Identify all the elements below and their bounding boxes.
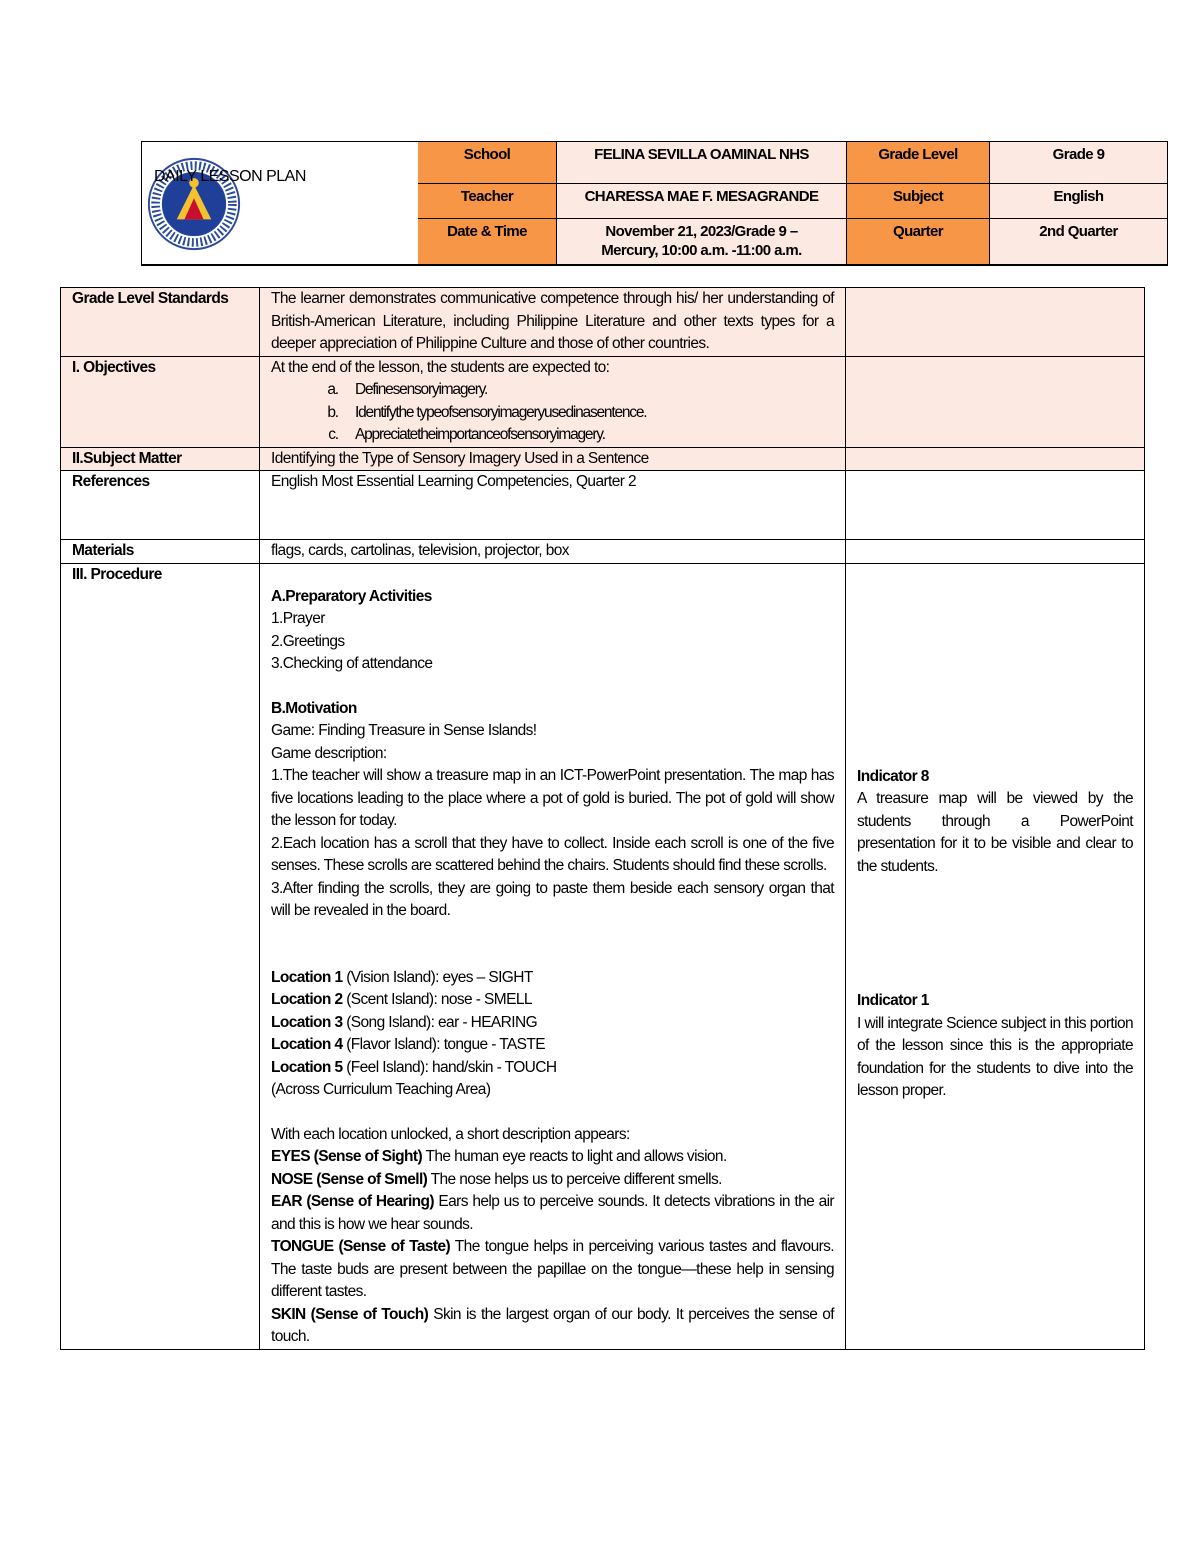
logo-cell (142, 142, 419, 264)
sense-item (271, 1146, 834, 1169)
location-text: (Feel Island): hand/skin - TOUCH (342, 1058, 557, 1076)
game-step-2: 2.Each location has a scroll that they have to collect. Inside each scroll is one of the five senses. These scrolls are scattered behind the chairs. Students should find these scrolls. (271, 834, 834, 874)
references-text: English Most Essential Learning Competencies, Quarter 2 (260, 471, 846, 540)
location-text: (Song Island): ear - HEARING (342, 1013, 538, 1031)
objective-item: a. Definesensoryimagery. (341, 379, 834, 402)
game-step-1: 1.The teacher will show a treasure map in an ICT-PowerPoint presentation. The map has five locations leading to the place where a pot of gold is buried. The pot of gold will show the lesson for today. (271, 767, 834, 829)
sense-text: The tongue helps in perceiving various tastes and flavours. The taste buds are present between the papillae on the tongue—these help in sensing different tastes. (271, 1238, 835, 1300)
lesson-plan-table (60, 287, 1145, 1350)
location-label: Location 5 (271, 1058, 343, 1076)
location-item (271, 989, 834, 1012)
subject-matter-label: II.Subject Matter (61, 447, 260, 471)
subject-label: Subject (847, 184, 990, 219)
objectives-intro: At the end of the lesson, the students are expected to: (271, 358, 610, 376)
objective-item: b. Identifythe typeofsensoryimageryusedinasentence. (341, 402, 834, 425)
sense-text: Skin is the largest organ of our body. It perceives the sense of touch. (271, 1305, 834, 1345)
prep-heading: A.Preparatory Activities (271, 587, 432, 605)
subject-matter-text: Identifying the Type of Sensory Imagery Used in a Sentence (260, 447, 846, 471)
teacher-label: Teacher (418, 184, 557, 219)
location-text: (Scent Island): nose - SMELL (342, 991, 532, 1008)
unlock-intro: With each location unlocked, a short description appears: (271, 1125, 630, 1143)
date-time-label: Date & Time (418, 219, 557, 264)
objective-item: c. Appreciatetheimportanceofsensoryimagery. (341, 424, 834, 447)
location-item (271, 1034, 834, 1057)
sense-text: Ears help us to perceive sounds. It detects vibrations in the air and this is how we hear sounds. (271, 1193, 834, 1233)
game-title: Game: Finding Treasure in Sense Islands! (271, 722, 537, 739)
procedure-label: III. Procedure (61, 563, 260, 1349)
document-title: DAILY LESSON PLAN (154, 168, 306, 185)
school-value: FELINA SEVILLA OAMINAL NHS (557, 142, 847, 184)
sense-item (271, 1191, 834, 1236)
prep-item: 1.Prayer (271, 610, 325, 627)
grade-level-label: Grade Level (847, 142, 990, 184)
materials-notes (846, 540, 1145, 564)
header-table (141, 141, 1168, 266)
location-item (271, 967, 834, 990)
standards-row (61, 288, 1145, 357)
indicator-8-text: A treasure map will be viewed by the students through a PowerPoint presentation for it to be visible and clear to the students. (857, 790, 1133, 875)
game-step-3: 3.After finding the scrolls, they are going to paste them beside each sensory organ that will be revealed in the board. (271, 879, 834, 919)
standards-notes (846, 288, 1145, 357)
location-item (271, 1057, 834, 1080)
date-time-line-1: November 21, 2023/Grade 9 – (605, 223, 798, 240)
subject-value: English (990, 184, 1168, 219)
prep-item: 2.Greetings (271, 632, 345, 650)
procedure-notes (846, 563, 1145, 1349)
grade-level-value: Grade 9 (990, 142, 1168, 184)
sense-item (271, 1304, 834, 1349)
sense-label: NOSE (Sense of Smell) (271, 1170, 428, 1188)
materials-label: Materials (61, 540, 260, 564)
sense-text: The human eye reacts to light and allows vision. (422, 1148, 727, 1165)
objectives-list (271, 379, 834, 447)
location-text: (Flavor Island): tongue - TASTE (342, 1036, 545, 1053)
materials-text: flags, cards, cartolinas, television, projector, box (260, 540, 846, 564)
location-label: Location 2 (271, 991, 343, 1008)
indicator-1-title: Indicator 1 (857, 992, 929, 1009)
motivation-heading: B.Motivation (271, 699, 357, 717)
prep-item: 3.Checking of attendance (271, 655, 433, 672)
date-time-value (557, 219, 847, 264)
location-label: Location 3 (271, 1013, 343, 1031)
objectives-cell (260, 356, 846, 447)
procedure-cell (260, 563, 846, 1349)
school-label: School (418, 142, 557, 184)
location-text: (Vision Island): eyes – SIGHT (342, 968, 533, 986)
curriculum-note: (Across Curriculum Teaching Area) (271, 1081, 491, 1098)
location-label: Location 1 (271, 968, 343, 986)
procedure-row (61, 563, 1145, 1349)
standards-text: The learner demonstrates communicative competence through his/ her understanding of British-American Literature, including Philippine Literature and other texts types for a deeper appreciation of Philippine Culture and those of other countries. (260, 288, 846, 357)
subject-matter-row (61, 447, 1145, 471)
sense-label: SKIN (Sense of Touch) (271, 1305, 429, 1323)
references-row (61, 471, 1145, 540)
location-item (271, 1012, 834, 1035)
teacher-value: CHARESSA MAE F. MESAGRANDE (557, 184, 847, 219)
objectives-notes (846, 356, 1145, 447)
sense-label: TONGUE (Sense of Taste) (271, 1238, 451, 1255)
quarter-value: 2nd Quarter (990, 219, 1168, 264)
references-label: References (61, 471, 260, 540)
subject-matter-notes (846, 447, 1145, 471)
quarter-label: Quarter (847, 219, 990, 264)
sense-item (271, 1236, 834, 1304)
sense-item (271, 1169, 834, 1192)
sense-label: EYES (Sense of Sight) (271, 1148, 423, 1165)
indicator-8-title: Indicator 8 (857, 767, 929, 785)
sense-label: EAR (Sense of Hearing) (271, 1193, 434, 1210)
references-notes (846, 471, 1145, 540)
game-description-label: Game description: (271, 744, 387, 762)
indicator-1-text: I will integrate Science subject in this portion of the lesson since this is the appropriate foundation for the students to dive into the lesson proper. (857, 1014, 1133, 1099)
objectives-label: I. Objectives (61, 356, 260, 447)
objectives-row (61, 356, 1145, 447)
sense-text: The nose helps us to perceive different smells. (427, 1170, 722, 1188)
standards-label: Grade Level Standards (61, 288, 260, 357)
materials-row (61, 540, 1145, 564)
date-time-line-2: Mercury, 10:00 a.m. -11:00 a.m. (601, 242, 802, 259)
location-label: Location 4 (271, 1036, 343, 1053)
